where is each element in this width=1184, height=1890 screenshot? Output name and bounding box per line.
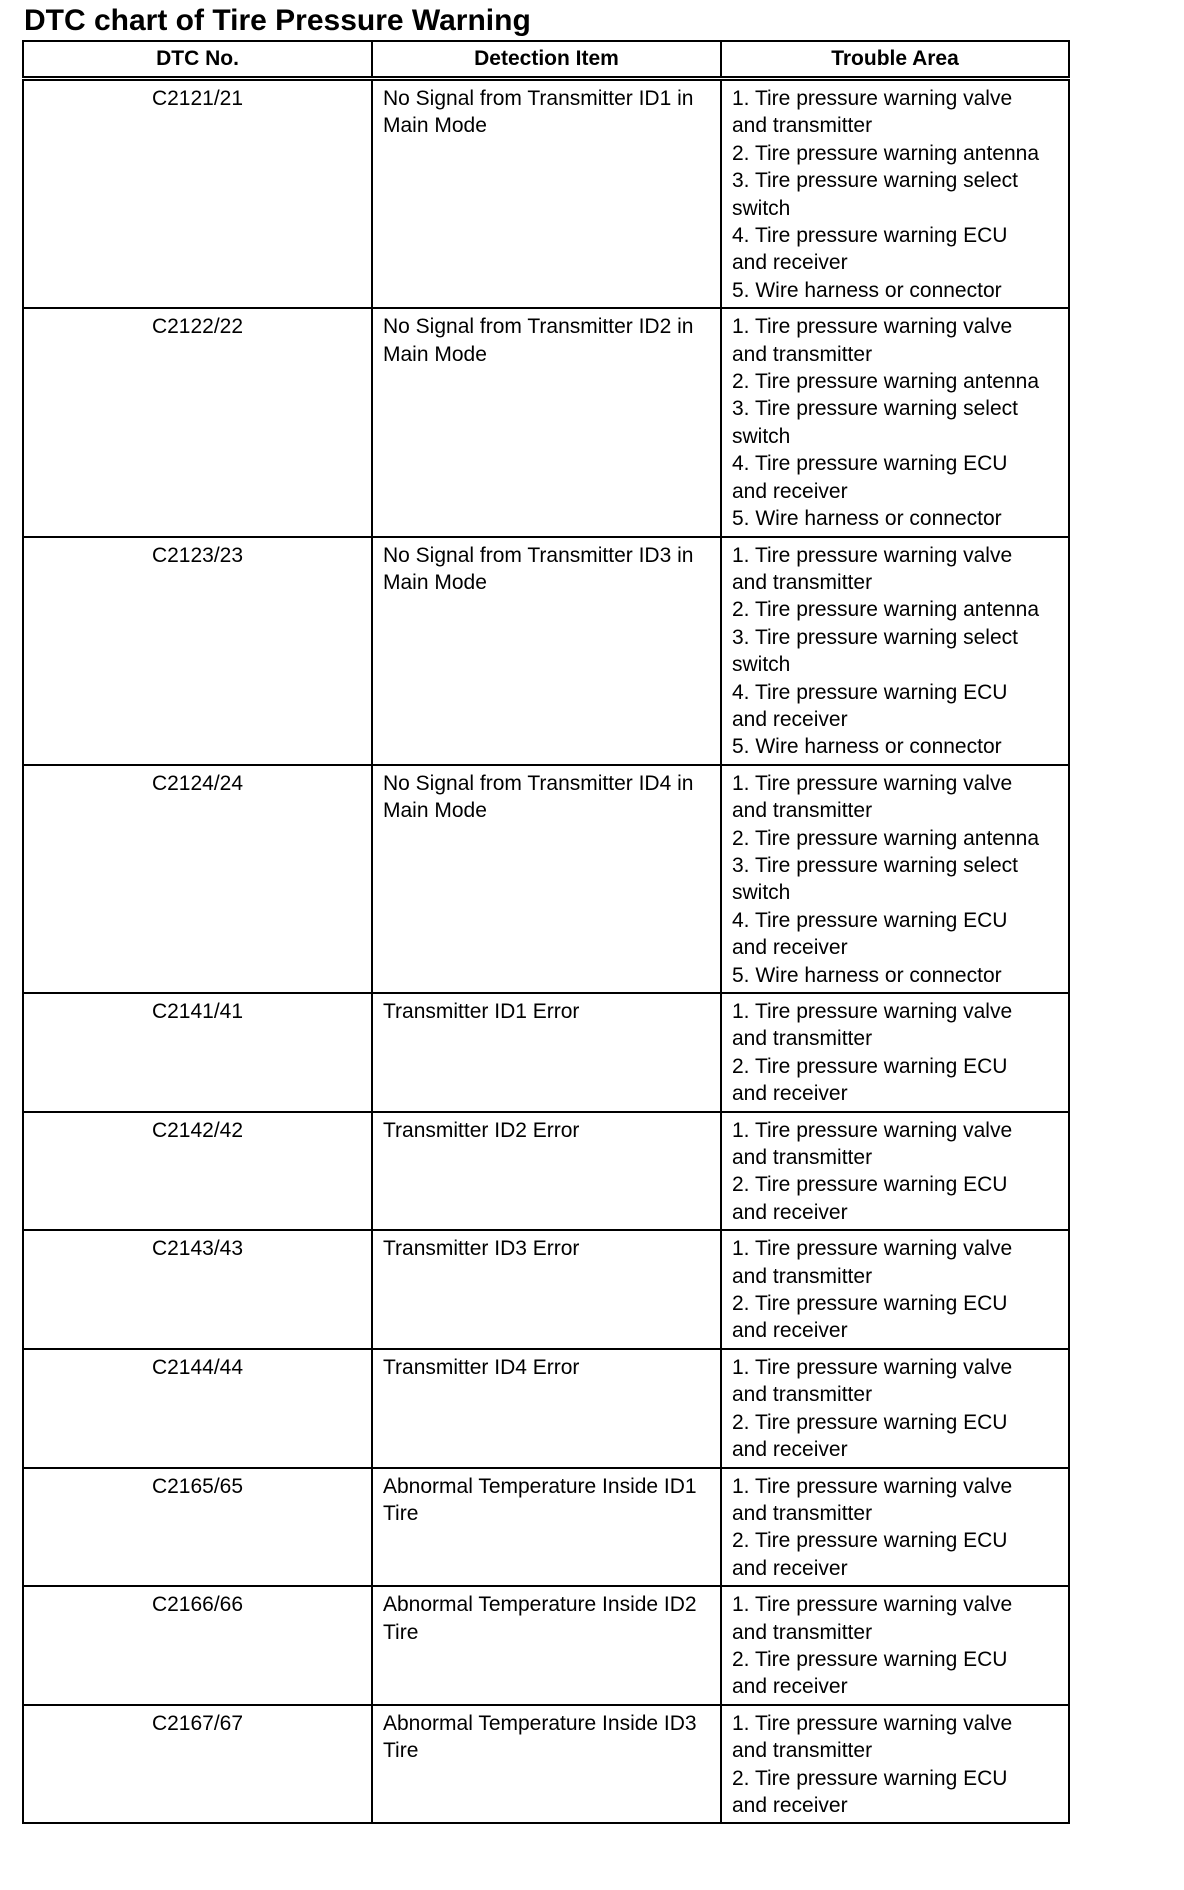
trouble-area-line: and receiver (732, 936, 848, 960)
table-row (23, 1586, 1069, 1705)
detection-item-cell: Abnormal Temperature Inside ID2 Tire (372, 1586, 721, 1705)
dtc-code-cell: C2144/44 (23, 1349, 372, 1468)
detection-item-cell: Transmitter ID1 Error (372, 993, 721, 1112)
trouble-area-line: and transmitter (732, 1264, 873, 1288)
trouble-area-line: 3. Tire pressure warning select (732, 625, 1018, 649)
trouble-area-line: and transmitter (732, 114, 873, 138)
trouble-area-cell (721, 1586, 1069, 1705)
trouble-area-line: 1. Tire pressure warning valve (732, 1711, 1013, 1735)
trouble-area-line: 2. Tire pressure warning ECU (732, 1647, 1008, 1671)
trouble-area-line: 1. Tire pressure warning valve (732, 1593, 1013, 1617)
table-row (23, 993, 1069, 1112)
trouble-area-line: and receiver (732, 479, 848, 503)
dtc-code-cell: C2167/67 (23, 1705, 372, 1824)
trouble-area-line: and receiver (732, 1675, 848, 1699)
detection-item-cell: No Signal from Transmitter ID4 in Main Mode (372, 765, 721, 993)
trouble-area-line: and receiver (732, 1438, 848, 1462)
table-row (23, 1705, 1069, 1824)
trouble-area-line: 1. Tire pressure warning valve (732, 543, 1013, 567)
dtc-code-cell: C2124/24 (23, 765, 372, 993)
trouble-area-line: and transmitter (732, 1146, 873, 1170)
trouble-area-line: 1. Tire pressure warning valve (732, 1474, 1013, 1498)
detection-item-cell: Transmitter ID3 Error (372, 1230, 721, 1349)
trouble-area-line: and receiver (732, 1556, 848, 1580)
trouble-area-line: and receiver (732, 1082, 848, 1106)
trouble-area-cell (721, 79, 1069, 309)
trouble-area-cell (721, 993, 1069, 1112)
trouble-area-line: 1. Tire pressure warning valve (732, 87, 1013, 110)
trouble-area-line: 5. Wire harness or connector (732, 735, 1002, 759)
dtc-code-cell: C2166/66 (23, 1586, 372, 1705)
trouble-area-line: switch (732, 196, 791, 220)
trouble-area-line: 3. Tire pressure warning select (732, 853, 1018, 877)
header-dtc-no: DTC No. (23, 41, 372, 79)
trouble-area-line: 1. Tire pressure warning valve (732, 1118, 1013, 1142)
detection-item-cell: No Signal from Transmitter ID2 in Main Mode (372, 308, 721, 536)
trouble-area-line: 2. Tire pressure warning ECU (732, 1173, 1008, 1197)
dtc-code-cell: C2123/23 (23, 537, 372, 765)
trouble-area-line: 1. Tire pressure warning valve (732, 771, 1013, 795)
table-row (23, 1112, 1069, 1231)
trouble-area-cell (721, 308, 1069, 536)
trouble-area-line: 2. Tire pressure warning antenna (732, 370, 1040, 394)
trouble-area-line: switch (732, 424, 791, 448)
trouble-area-line: 4. Tire pressure warning ECU (732, 908, 1008, 932)
dtc-code-cell: C2143/43 (23, 1230, 372, 1349)
trouble-area-line: 2. Tire pressure warning ECU (732, 1054, 1008, 1078)
trouble-area-line: 3. Tire pressure warning select (732, 397, 1018, 421)
table-row (23, 1349, 1069, 1468)
trouble-area-line: and transmitter (732, 1620, 873, 1644)
detection-item-cell: Abnormal Temperature Inside ID1 Tire (372, 1468, 721, 1587)
trouble-area-line: and transmitter (732, 1027, 873, 1051)
detection-item-cell: Transmitter ID4 Error (372, 1349, 721, 1468)
detection-item-cell: Transmitter ID2 Error (372, 1112, 721, 1231)
header-row (23, 41, 1069, 79)
trouble-area-line: 2. Tire pressure warning ECU (732, 1410, 1008, 1434)
trouble-area-line: 4. Tire pressure warning ECU (732, 224, 1008, 248)
header-trouble-area: Trouble Area (721, 41, 1069, 79)
table-row (23, 308, 1069, 536)
trouble-area-line: and transmitter (732, 1383, 873, 1407)
trouble-area-cell (721, 1112, 1069, 1231)
trouble-area-line: switch (732, 653, 791, 677)
dtc-code-cell: C2142/42 (23, 1112, 372, 1231)
trouble-area-cell (721, 765, 1069, 993)
trouble-area-line: 2. Tire pressure warning antenna (732, 598, 1040, 622)
table-row (23, 1230, 1069, 1349)
detection-item-cell: Abnormal Temperature Inside ID3 Tire (372, 1705, 721, 1824)
dtc-code-cell: C2122/22 (23, 308, 372, 536)
dtc-code-cell: C2141/41 (23, 993, 372, 1112)
trouble-area-line: and receiver (732, 707, 848, 731)
trouble-area-line: and receiver (732, 1793, 848, 1817)
trouble-area-line: 2. Tire pressure warning antenna (732, 141, 1040, 165)
trouble-area-line: 1. Tire pressure warning valve (732, 1237, 1013, 1261)
trouble-area-line: and transmitter (732, 342, 873, 366)
dtc-code-cell: C2165/65 (23, 1468, 372, 1587)
trouble-area-line: 1. Tire pressure warning valve (732, 1355, 1013, 1379)
trouble-area-cell (721, 1705, 1069, 1824)
trouble-area-line: 3. Tire pressure warning select (732, 169, 1018, 193)
trouble-area-line: and transmitter (732, 1501, 873, 1525)
table-row (23, 537, 1069, 765)
trouble-area-line: switch (732, 881, 791, 905)
trouble-area-line: 2. Tire pressure warning ECU (732, 1292, 1008, 1316)
trouble-area-line: 4. Tire pressure warning ECU (732, 452, 1008, 476)
trouble-area-line: and receiver (732, 1319, 848, 1343)
trouble-area-line: and transmitter (732, 1739, 873, 1763)
trouble-area-line: and receiver (732, 251, 848, 275)
detection-item-cell: No Signal from Transmitter ID1 in Main Mode (372, 79, 721, 309)
trouble-area-line: 5. Wire harness or connector (732, 963, 1002, 987)
trouble-area-line: 4. Tire pressure warning ECU (732, 680, 1008, 704)
trouble-area-line: and transmitter (732, 570, 873, 594)
trouble-area-cell (721, 1349, 1069, 1468)
trouble-area-cell (721, 537, 1069, 765)
trouble-area-line: 1. Tire pressure warning valve (732, 315, 1013, 339)
dtc-code-cell: C2121/21 (23, 79, 372, 309)
table-row (23, 1468, 1069, 1587)
trouble-area-cell (721, 1468, 1069, 1587)
table-row (23, 765, 1069, 993)
header-detection-item: Detection Item (372, 41, 721, 79)
trouble-area-line: 2. Tire pressure warning antenna (732, 826, 1040, 850)
trouble-area-line: 2. Tire pressure warning ECU (732, 1529, 1008, 1553)
trouble-area-line: 1. Tire pressure warning valve (732, 1000, 1013, 1023)
table-header (23, 41, 1069, 79)
dtc-table (22, 40, 1070, 1824)
table-body (23, 79, 1069, 1824)
trouble-area-line: and receiver (732, 1200, 848, 1224)
trouble-area-line: and transmitter (732, 799, 873, 823)
detection-item-cell: No Signal from Transmitter ID3 in Main Mode (372, 537, 721, 765)
trouble-area-line: 5. Wire harness or connector (732, 507, 1002, 531)
page-title: DTC chart of Tire Pressure Warning (24, 4, 531, 37)
trouble-area-line: 5. Wire harness or connector (732, 278, 1002, 302)
trouble-area-line: 2. Tire pressure warning ECU (732, 1766, 1008, 1790)
table-row (23, 79, 1069, 309)
trouble-area-cell (721, 1230, 1069, 1349)
